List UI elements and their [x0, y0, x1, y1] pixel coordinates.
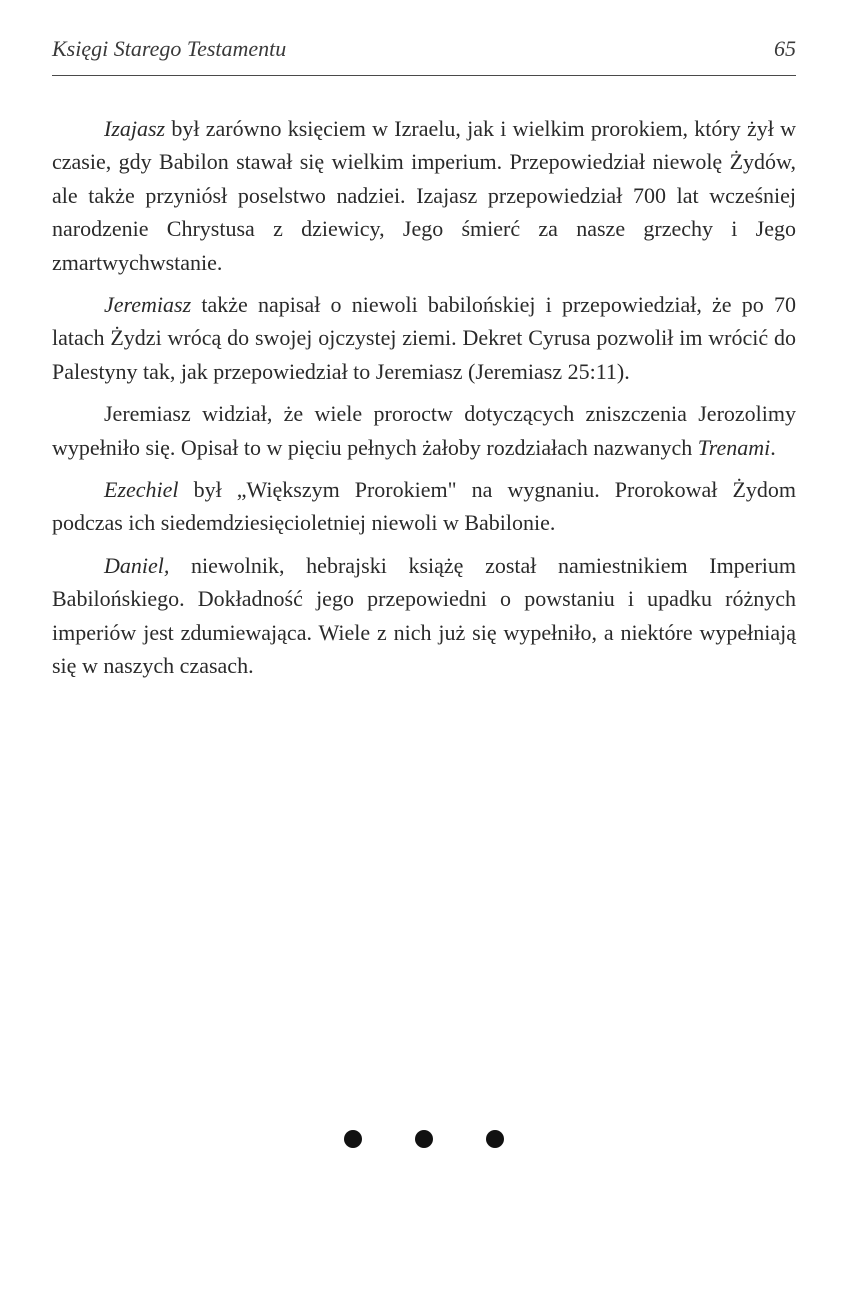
paragraph-text: Jeremiasz widział, że wiele proroctw dotyczących zniszczenia Jerozolimy wypełniło się. Opisał to w pięciu pełnych żałoby rozdziałach nazwanych: [52, 401, 796, 460]
paragraph-text: niewolnik, hebrajski książę został namiestnikiem Imperium Babilońskiego. Dokładność jego przepowiedni o powstaniu i upadku różnych imperiów jest zdumiewająca. Wiele z nich już się wypełniło, a niektóre wypełniają się w naszych czasach.: [52, 552, 796, 679]
paragraph-izajasz: [52, 112, 796, 279]
running-header: [52, 36, 796, 66]
paragraph-daniel: [52, 549, 796, 683]
section-ornament: [52, 1130, 796, 1160]
paragraph-text-end: .: [770, 434, 776, 460]
paragraph-treny: [52, 397, 796, 464]
paragraph-ezechiel: [52, 473, 796, 540]
running-title: Księgi Starego Testamentu: [52, 36, 287, 61]
paragraph-text: był zarówno księciem w Izraelu, jak i wielkim prorokiem, który żył w czasie, gdy Babilon stawał się wielkim imperium. Przepowiedział niewolę Żydów, ale także przyniósł poselstwo nadziei. Izajasz przepowiedział 700 lat wcześniej narodzenie Chrystusa z dziewicy, Jego śmierć za nasze grzechy i Jego zmartwychwstanie.: [52, 116, 796, 275]
prophet-name: Jeremiasz: [104, 292, 192, 318]
paragraph-jeremiasz: [52, 288, 796, 388]
book-title-treny: Trenami: [697, 434, 771, 460]
ornament-dot-icon: [415, 1130, 433, 1148]
book-page: [52, 0, 796, 1294]
ornament-dot-icon: [486, 1130, 504, 1148]
body-text: [52, 112, 796, 692]
ornament-dot-icon: [344, 1130, 362, 1148]
paragraph-text: także napisał o niewoli babilońskiej i przepowiedział, że po 70 latach Żydzi wrócą do swojej ojczystej ziemi. Dekret Cyrusa pozwolił im wrócić do Palestyny tak, jak przepowiedział to Jeremiasz (Jeremiasz 25:11).: [52, 292, 796, 384]
prophet-name: Izajasz: [104, 116, 166, 141]
prophet-name: Ezechiel: [104, 477, 179, 503]
paragraph-text: był „Większym Prorokiem" na wygnaniu. Prorokował Żydom podczas ich siedemdziesięcioletniej niewoli w Babilonie.: [52, 477, 796, 536]
page-number: 65: [774, 36, 796, 61]
header-rule: [52, 75, 796, 76]
prophet-name: Daniel,: [104, 552, 170, 578]
